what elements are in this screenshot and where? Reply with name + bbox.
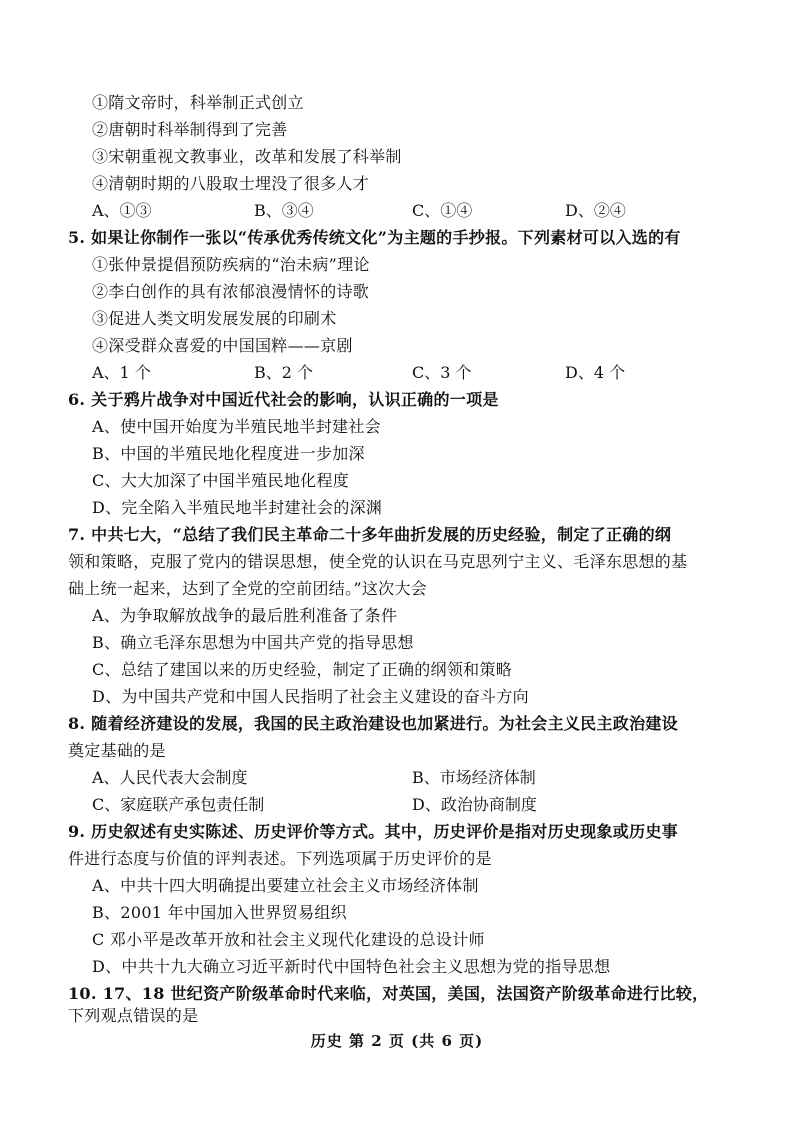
q5-item-4: ④深受群众喜爱的中国国粹——京剧 <box>92 336 353 355</box>
q7-option-b: B、确立毛泽东思想为中国共产党的指导思想 <box>92 633 414 652</box>
q8-option-c: C、家庭联产承包责任制 <box>92 795 265 814</box>
q4-option-a: A、①③ <box>92 201 152 220</box>
q8-option-a: A、人民代表大会制度 <box>92 768 248 787</box>
q10-stem-line-2: 下列观点错误的是 <box>68 1006 199 1025</box>
q9-option-c: C 邓小平是改革开放和社会主义现代化建设的总设计师 <box>92 930 485 949</box>
q9-option-b: B、2001 年中国加入世界贸易组织 <box>92 903 347 922</box>
q8-stem-line-1: 8. 随着经济建设的发展，我国的民主政治建设也加紧进行。为社会主义民主政治建设 <box>68 714 678 733</box>
q5-option-d: D、4 个 <box>565 363 626 382</box>
q5-option-a: A、1 个 <box>92 363 151 382</box>
q7-option-d: D、为中国共产党和中国人民指明了社会主义建设的奋斗方向 <box>92 687 529 706</box>
q9-option-d: D、中共十九大确立习近平新时代中国特色社会主义思想为党的指导思想 <box>92 957 611 976</box>
q9-stem-line-2: 件进行态度与价值的评判表述。下列选项属于历史评价的是 <box>68 849 492 868</box>
q4-option-c: C、①④ <box>412 201 473 220</box>
q5-item-1: ①张仲景提倡预防疾病的“治未病”理论 <box>92 255 370 274</box>
q5-option-c: C、3 个 <box>412 363 472 382</box>
q4-item-3: ③宋朝重视文教事业，改革和发展了科举制 <box>92 147 402 166</box>
q7-option-a: A、为争取解放战争的最后胜利准备了条件 <box>92 606 398 625</box>
q4-item-2: ②唐朝时科举制得到了完善 <box>92 120 288 139</box>
q6-stem: 6. 关于鸦片战争对中国近代社会的影响，认识正确的一项是 <box>68 390 499 409</box>
q4-item-1: ①隋文帝时，科举制正式创立 <box>92 93 304 112</box>
q7-stem-line-3: 础上统一起来，达到了全党的空前团结。”这次大会 <box>68 579 428 598</box>
q6-option-d: D、完全陷入半殖民地半封建社会的深渊 <box>92 498 383 517</box>
q8-option-b: B、市场经济体制 <box>412 768 536 787</box>
q4-item-4: ④清朝时期的八股取士埋没了很多人才 <box>92 174 370 193</box>
q10-stem-line-1: 10. 17、18 世纪资产阶级革命时代来临，对英国，美国，法国资产阶级革命进行比较， <box>68 984 709 1003</box>
q7-stem-line-1: 7. 中共七大，“总结了我们民主革命二十多年曲折发展的历史经验，制定了正确的纲 <box>68 525 672 544</box>
q4-option-b: B、③④ <box>254 201 314 220</box>
q5-stem: 5. 如果让你制作一张以“传承优秀传统文化”为主题的手抄报。下列素材可以入选的有 <box>68 228 681 247</box>
q5-item-2: ②李白创作的具有浓郁浪漫情怀的诗歌 <box>92 282 370 301</box>
q4-option-d: D、②④ <box>565 201 626 220</box>
q7-option-c: C、总结了建国以来的历史经验，制定了正确的纲领和策略 <box>92 660 513 679</box>
q7-stem-line-2: 领和策略，克服了党内的错误思想，使全党的认识在马克思列宁主义、毛泽东思想的基 <box>68 552 688 571</box>
q6-option-b: B、中国的半殖民地化程度进一步加深 <box>92 444 365 463</box>
q9-stem-line-1: 9. 历史叙述有史实陈述、历史评价等方式。其中，历史评价是指对历史现象或历史事 <box>68 822 678 841</box>
q6-option-c: C、大大加深了中国半殖民地化程度 <box>92 471 350 490</box>
q9-option-a: A、中共十四大明确提出要建立社会主义市场经济体制 <box>92 876 479 895</box>
q6-option-a: A、使中国开始度为半殖民地半封建社会 <box>92 417 381 436</box>
q8-option-d: D、政治协商制度 <box>412 795 537 814</box>
q5-item-3: ③促进人类文明发展发展的印刷术 <box>92 309 337 328</box>
page-footer: 历史 第 2 页 (共 6 页) <box>310 1032 484 1050</box>
q5-option-b: B、2 个 <box>254 363 314 382</box>
q8-stem-line-2: 奠定基础的是 <box>68 741 166 760</box>
